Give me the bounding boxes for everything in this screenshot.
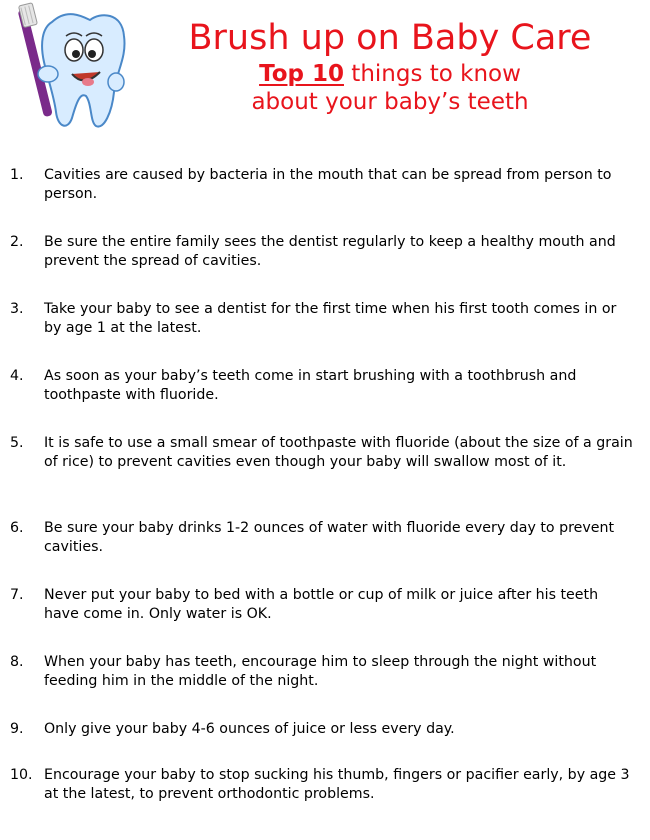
item-number: 3. <box>10 301 24 317</box>
list-item <box>10 233 635 271</box>
item-text: Be sure the entire family sees the dentist regularly to keep a healthy mouth and prevent the spread of cavities. <box>44 234 616 269</box>
item-text: Take your baby to see a dentist for the first time when his first tooth comes in or by age 1 at the latest. <box>44 301 617 336</box>
item-text: When your baby has teeth, encourage him to sleep through the night without feeding him in the middle of the night. <box>44 654 597 689</box>
subtitle-line-1 <box>140 60 640 88</box>
item-number: 6. <box>10 520 24 536</box>
list-item <box>10 434 635 472</box>
item-text: Encourage your baby to stop sucking his thumb, fingers or pacifier early, by age 3 at the latest, to prevent orthodontic problems. <box>44 767 630 802</box>
tooth-with-toothbrush-icon <box>12 0 132 135</box>
item-number: 7. <box>10 587 24 603</box>
list-item <box>10 720 635 739</box>
item-number: 8. <box>10 654 24 670</box>
item-number: 2. <box>10 234 24 250</box>
item-number: 5. <box>10 435 24 451</box>
list-item <box>10 519 635 557</box>
list-item <box>10 367 635 405</box>
item-text: Cavities are caused by bacteria in the mouth that can be spread from person to person. <box>44 167 612 202</box>
item-number: 10. <box>10 767 33 783</box>
item-text: Never put your baby to bed with a bottle or cup of milk or juice after his teeth have come in. Only water is OK. <box>44 587 599 622</box>
item-text: It is safe to use a small smear of toothpaste with fluoride (about the size of a grain of rice) to prevent cavities even though your baby will swallow most of it. <box>44 435 633 470</box>
item-text: Only give your baby 4-6 ounces of juice or less every day. <box>44 721 455 737</box>
subtitle-line-2: about your baby’s teeth <box>251 89 529 115</box>
header <box>140 16 640 116</box>
list-item <box>10 300 635 338</box>
subtitle-rest: things to know <box>343 61 521 87</box>
item-number: 9. <box>10 721 24 737</box>
item-number: 4. <box>10 368 24 384</box>
page-title: Brush up on Baby Care <box>188 18 592 58</box>
item-text: As soon as your baby’s teeth come in start brushing with a toothbrush and toothpaste with fluoride. <box>44 368 577 403</box>
list-item <box>10 166 635 204</box>
list-item <box>10 586 635 624</box>
top10-label: Top 10 <box>259 61 344 87</box>
list-item <box>10 766 635 804</box>
item-text: Be sure your baby drinks 1-2 ounces of water with fluoride every day to prevent cavities. <box>44 520 615 555</box>
list-item <box>10 653 635 691</box>
item-number: 1. <box>10 167 24 183</box>
